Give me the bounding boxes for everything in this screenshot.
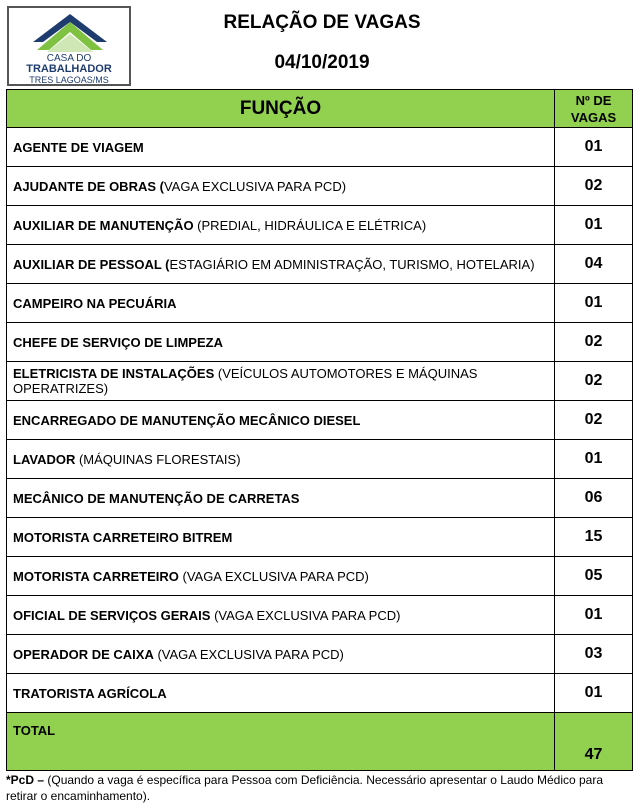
function-detail: (VAGA EXCLUSIVA PARA PCD) <box>178 568 369 584</box>
column-header-vacancies <box>555 90 633 128</box>
table-row <box>7 557 633 596</box>
vacancy-count: 01 <box>555 440 633 479</box>
function-detail: ESTAGIÁRIO EM ADMINISTRAÇÃO, TURISMO, HOTELARIA) <box>169 256 535 272</box>
function-detail: (VEÍCULOS AUTOMOTORES E MÁQUINAS OPERATRIZES) <box>13 366 478 396</box>
vacancy-count: 01 <box>555 128 633 167</box>
vacancy-count: 06 <box>555 479 633 518</box>
function-cell <box>7 362 555 401</box>
function-cell <box>7 401 555 440</box>
function-title: AJUDANTE DE OBRAS ( <box>13 178 164 194</box>
function-cell <box>7 323 555 362</box>
function-detail: (PREDIAL, HIDRÁULICA E ELÉTRICA) <box>193 217 427 233</box>
function-title: ENCARREGADO DE MANUTENÇÃO MECÂNICO DIESEL <box>13 412 361 428</box>
vacancy-count: 02 <box>555 167 633 206</box>
function-title: AGENTE DE VIAGEM <box>13 139 144 155</box>
vacancy-count: 15 <box>555 518 633 557</box>
total-row <box>7 713 633 771</box>
vacancy-count: 02 <box>555 323 633 362</box>
function-cell <box>7 167 555 206</box>
footnote-lead: *PcD – <box>6 773 48 787</box>
function-title: MOTORISTA CARRETEIRO <box>13 568 179 584</box>
function-cell <box>7 674 555 713</box>
vacancy-count: 01 <box>555 206 633 245</box>
total-value: 47 <box>555 713 633 771</box>
logo-line-2: TRABALHADOR <box>26 63 112 75</box>
function-cell <box>7 635 555 674</box>
function-title: OPERADOR DE CAIXA <box>13 646 154 662</box>
function-cell <box>7 245 555 284</box>
function-cell <box>7 440 555 479</box>
house-logo-icon <box>31 12 109 54</box>
table-row <box>7 518 633 557</box>
table-row <box>7 635 633 674</box>
table-row <box>7 401 633 440</box>
function-title: MECÂNICO DE MANUTENÇÃO DE CARRETAS <box>13 490 300 506</box>
table-row <box>7 128 633 167</box>
column-header-vacancies-line2: VAGAS <box>570 109 617 125</box>
vacancy-count: 01 <box>555 596 633 635</box>
page-title: RELAÇÃO DE VAGAS <box>223 12 421 33</box>
function-title: OFICIAL DE SERVIÇOS GERAIS <box>13 607 211 623</box>
table-row <box>7 362 633 401</box>
footnote-text: (Quando a vaga é específica para Pessoa com Deficiência. Necessário apresentar o Laudo Médico para retirar o encaminhamento). <box>6 773 604 803</box>
function-title: AUXILIAR DE MANUTENÇÃO <box>13 217 194 233</box>
function-cell <box>7 479 555 518</box>
table-header-row <box>7 90 633 128</box>
function-title: MOTORISTA CARRETEIRO BITREM <box>13 529 233 545</box>
function-detail: (VAGA EXCLUSIVA PARA PCD) <box>153 646 344 662</box>
function-title: TRATORISTA AGRÍCOLA <box>13 685 167 701</box>
vacancy-count: 01 <box>555 674 633 713</box>
vacancy-count: 03 <box>555 635 633 674</box>
function-cell <box>7 518 555 557</box>
table-row <box>7 596 633 635</box>
column-header-function: FUNÇÃO <box>7 90 555 128</box>
page-date: 04/10/2019 <box>274 52 370 73</box>
table-row <box>7 167 633 206</box>
table-row <box>7 245 633 284</box>
vacancy-count: 02 <box>555 401 633 440</box>
table-row <box>7 479 633 518</box>
function-detail: (VAGA EXCLUSIVA PARA PCD) <box>210 607 401 623</box>
function-title: AUXILIAR DE PESSOAL ( <box>13 256 170 272</box>
function-title: ELETRICISTA DE INSTALAÇÕES <box>13 366 215 381</box>
logo-line-1: CASA DO <box>46 53 92 64</box>
table-row <box>7 674 633 713</box>
function-cell <box>7 596 555 635</box>
vacancies-table <box>6 89 633 771</box>
function-cell <box>7 128 555 167</box>
table-row <box>7 284 633 323</box>
function-cell <box>7 557 555 596</box>
vacancy-count: 01 <box>555 284 633 323</box>
vacancy-count: 05 <box>555 557 633 596</box>
footnote <box>6 772 634 804</box>
column-header-vacancies-line1: Nº DE <box>575 92 612 108</box>
logo-line-3: TRES LAGOAS/MS <box>29 75 109 85</box>
function-detail: VAGA EXCLUSIVA PARA PCD) <box>163 178 347 194</box>
function-title: CAMPEIRO NA PECUÁRIA <box>13 295 177 311</box>
table-row <box>7 206 633 245</box>
function-title: LAVADOR <box>13 451 76 467</box>
function-cell <box>7 284 555 323</box>
function-cell <box>7 206 555 245</box>
function-title: CHEFE DE SERVIÇO DE LIMPEZA <box>13 334 223 350</box>
vacancy-count: 04 <box>555 245 633 284</box>
table-row <box>7 440 633 479</box>
table-row <box>7 323 633 362</box>
casa-do-trabalhador-logo <box>7 6 131 86</box>
function-detail: (MÁQUINAS FLORESTAIS) <box>75 451 241 467</box>
vacancy-count: 02 <box>555 362 633 401</box>
total-label: TOTAL <box>7 713 555 771</box>
